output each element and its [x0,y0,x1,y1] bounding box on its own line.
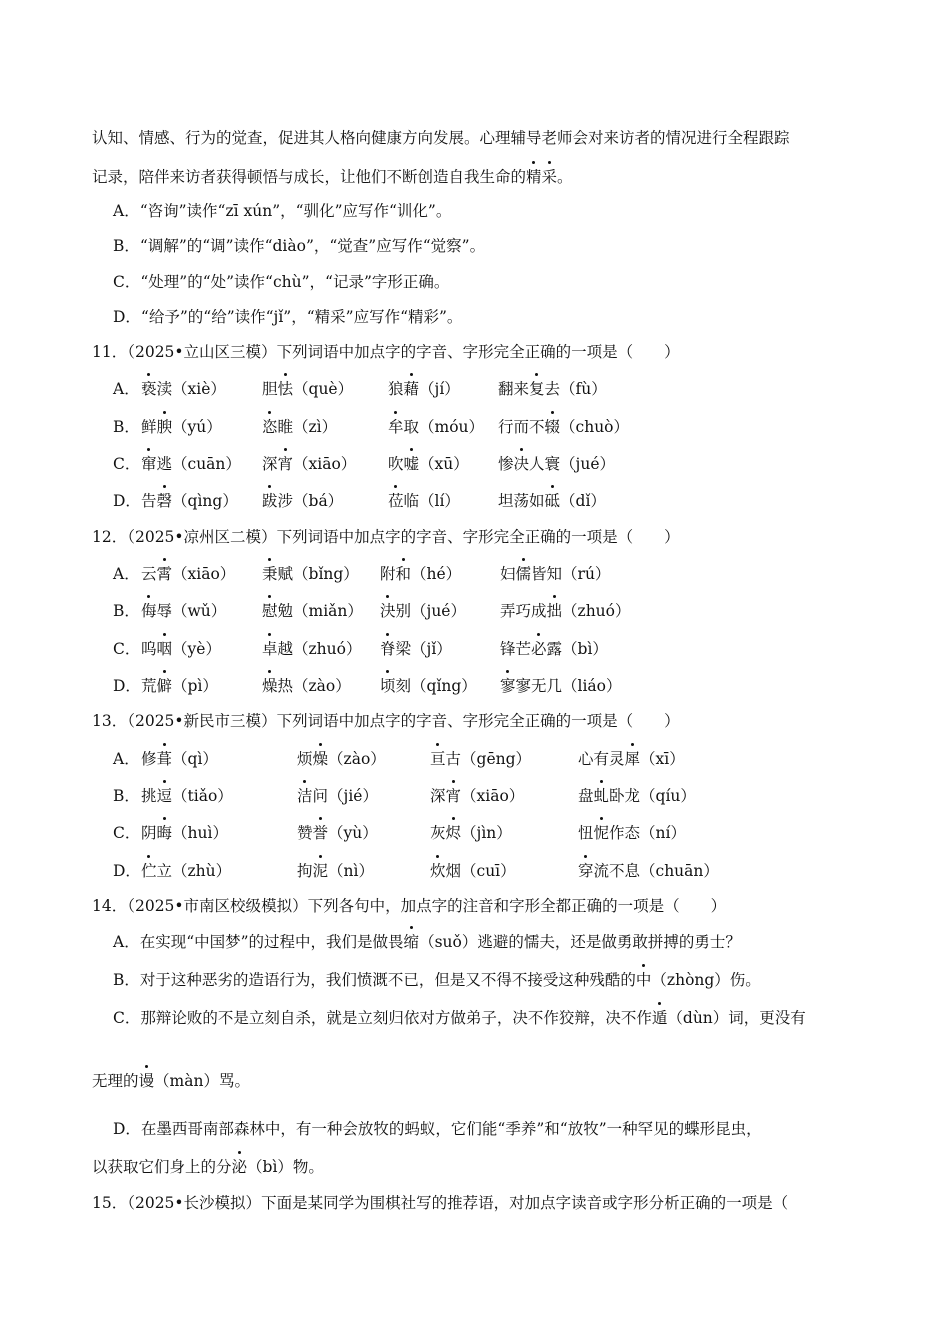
dotted-char: 拙 [546,602,563,620]
q12-word [262,676,351,696]
dotted-char: 儒 [515,565,532,583]
word-pinyin: （xū） [419,455,469,473]
option-text: A．“咨询”读作“zī xún”，“驯化”应写作“训化”。 [113,202,452,220]
word-pinyin: 取（móu） [403,418,485,436]
q10-option-a[interactable] [113,201,451,221]
dotted-char: 辍 [544,418,561,436]
q11-stem [92,342,680,362]
option-text: 无理的 [92,1072,139,1090]
q13-word [141,786,233,806]
option-text: （bì）物。 [247,1158,324,1176]
word-pinyin: 涉（bá） [277,492,344,510]
word-pinyin: （yú） [172,418,222,436]
option-text: B．“调解”的“调”读作“diào”，“觉查”应写作“觉察”。 [113,237,486,255]
q12-word [141,676,218,696]
q13-word [578,786,696,806]
dotted-char: 燥 [312,750,329,768]
q11-word [498,417,629,437]
dotted-char: 亘 [430,750,446,768]
dotted-char: 烬 [445,824,462,842]
dotted-char: 窜 [141,455,157,473]
word-pinyin: 别（jué） [395,602,466,620]
q12-word [262,639,361,659]
q11-word [498,491,606,511]
word-pinyin: （qì） [172,750,218,768]
word-pinyin: 立（zhù） [156,862,232,880]
q12-stem [92,527,680,547]
word-pinyin: 问（jié） [312,787,378,805]
word-text: 弄巧成 [500,602,547,620]
dotted-char: 秉 [262,565,278,583]
q12-word [500,601,631,621]
word-pinyin: 渎（xiè） [156,380,226,398]
word-text: 阴 [141,824,157,842]
word-text: 翻来 [498,380,530,398]
option-text: D．“给予”的“给”读作“jǐ”，“精采”应写作“精彩”。 [113,308,463,326]
dotted-char: 犀 [624,750,641,768]
word-pinyin: 人寰（jué） [529,455,615,473]
word-text: 烦 [297,750,313,768]
word-pinyin: （hé） [411,565,462,583]
word-text: 忸 [578,824,594,842]
word-text: 坦荡如 [498,492,545,510]
word-pinyin: （tiǎo） [172,787,233,805]
dotted-char: 侮 [141,602,157,620]
word-text: 灰 [430,824,446,842]
q10-option-d[interactable] [113,307,462,327]
q12-option-b[interactable]: B． [113,602,140,620]
word-pinyin: 露（bì） [546,640,608,658]
word-pinyin: （xiāo） [172,565,236,583]
q11-option-c[interactable]: C． [113,455,141,473]
intro-text-2: 记录，陪伴来访者获得顿悟与成长，让他们不断创造自我生命的 [92,168,527,186]
word-text: 行而不 [498,418,545,436]
word-pinyin: 流不息（chuān） [593,862,719,880]
dotted-char: 慰 [262,602,278,620]
q10-option-b[interactable] [113,236,485,256]
q11-word [141,454,241,474]
q13-word [297,786,378,806]
dotted-char: 中 [635,971,652,989]
q13-word [297,823,378,843]
word-pinyin: 寥无几（liáo） [515,677,622,695]
dotted-char: 嘘 [403,455,420,473]
word-text: 盘 [578,787,594,805]
q12-word [141,601,226,621]
word-text: 拘 [297,862,313,880]
dotted-char: 伫 [141,862,157,880]
q11-word [141,491,238,511]
dotted-char: 亵 [141,380,157,398]
q14-option-c-cont [92,1071,250,1091]
word-pinyin: 辱（wǔ） [156,602,227,620]
q13-word [297,749,386,769]
q12-word [141,639,221,659]
word-text: 呜 [141,640,157,658]
q14-stem [92,896,726,916]
word-pinyin: （yù） [328,824,378,842]
intro-text-2-end: 。 [557,168,573,186]
word-text: 赞 [297,824,313,842]
dotted-char: 咽 [156,640,173,658]
dotted-char: 采 [541,168,558,186]
word-pinyin: 作态（ní） [609,824,686,842]
dotted-char: 晦 [156,824,173,842]
word-pinyin: （xī） [640,750,685,768]
q13-word [578,861,719,881]
q12-word [500,639,608,659]
word-text: 告 [141,492,157,510]
dotted-char: 复 [529,380,545,398]
intro-line-1 [92,128,790,148]
dotted-char: 牟 [388,418,404,436]
q13-word [578,749,685,769]
q14-option-a[interactable] [113,932,741,952]
word-text: 吹 [388,455,404,473]
q13-option-b[interactable]: B． [113,787,140,805]
q12-word [500,564,610,584]
q13-option-a[interactable]: A． [113,750,140,768]
q12-word [380,639,452,659]
q11-word [262,379,353,399]
option-text: C．“处理”的“处”读作“chù”，“记录”字形正确。 [113,273,450,291]
word-text: 附 [380,565,396,583]
q12-word [262,564,359,584]
word-pinyin: 古（gēng） [445,750,532,768]
dotted-char: 怯 [277,380,294,398]
dotted-char: 霄 [156,565,173,583]
q11-word [262,417,337,437]
word-pinyin: 烟（cuī） [445,862,516,880]
dotted-char: 泌 [231,1158,248,1176]
word-pinyin: （dǐ） [560,492,606,510]
q13-word [578,823,686,843]
q14-option-c[interactable] [113,1008,806,1028]
q14-option-b[interactable] [113,970,761,990]
dotted-char: 葺 [156,750,173,768]
dotted-char: 逗 [156,787,173,805]
dotted-char: 必 [531,640,547,658]
word-pinyin: 赋（bǐng） [277,565,359,583]
q13-option-c[interactable]: C． [113,824,141,842]
word-pinyin: （chuò） [560,418,630,436]
dotted-char: 和 [395,565,412,583]
dotted-char: 宵 [445,787,462,805]
q11-word [141,379,226,399]
q14-option-d-cont [92,1157,324,1177]
word-pinyin: （jí） [419,380,460,398]
dotted-char: 砥 [544,492,561,510]
word-pinyin: 临（lí） [403,492,460,510]
dotted-char: 遁 [651,1009,668,1027]
word-pinyin: 勉（miǎn） [277,602,363,620]
word-text: 狼 [388,380,404,398]
q11-option-a[interactable]: A． [113,380,140,398]
q13-word [297,861,374,881]
option-text: 以获取它们身上的分 [92,1158,232,1176]
q13-option-d[interactable]: D． [113,862,141,880]
q15-stem [92,1193,788,1213]
dotted-char: 宵 [277,455,294,473]
dotted-char: 莅 [388,492,404,510]
q11-word [388,417,484,437]
q11-word [141,417,222,437]
q11-word [388,491,460,511]
word-text: 妇 [500,565,516,583]
word-text: 跋 [262,492,278,510]
dotted-char: 藉 [403,380,420,398]
word-pinyin: 梁（jǐ） [395,640,452,658]
q12-word [141,564,235,584]
q11-word [262,454,356,474]
word-pinyin: 卧龙（qíu） [609,787,696,805]
option-text: （suǒ）逃避的懦夫，还是做勇敢拼搏的勇士？ [419,933,741,951]
dotted-char: 卓 [262,640,278,658]
dotted-char: 腴 [156,418,173,436]
dotted-char: 脊 [380,640,396,658]
q12-word [380,564,461,584]
q12-word [262,601,363,621]
word-pinyin: （què） [293,380,354,398]
question-stem: 15．（2025•长沙模拟）下面是某同学为围棋社写的推荐语，对加点字读音或字形分析正确的一项是（ [92,1194,789,1212]
word-text: 心有灵 [578,750,625,768]
q11-word [388,454,469,474]
dotted-char: 谩 [138,1072,155,1090]
word-pinyin: （jìn） [461,824,512,842]
word-pinyin: 刻（qǐng） [395,677,477,695]
word-pinyin: （zhuó） [562,602,631,620]
q13-stem [92,711,680,731]
word-pinyin: （qìng） [172,492,238,510]
q13-word [430,823,512,843]
dotted-char: 僻 [156,677,173,695]
word-text: 挑 [141,787,157,805]
word-pinyin: 睢（zì） [277,418,338,436]
word-pinyin: 皆知（rú） [531,565,611,583]
dotted-char: 恣 [262,418,278,436]
option-text: C．那辩论败的不是立刻自杀，就是立刻归依对方做弟子，决不作狡辩，决不作 [113,1009,652,1027]
word-pinyin: （yè） [172,640,221,658]
q11-word [498,454,615,474]
question-stem: 14．（2025•市南区校级模拟）下列各句中，加点字的注音和字形全都正确的一项是（ ） [92,897,727,915]
q12-option-c[interactable]: C． [113,640,141,658]
word-text: 深 [430,787,446,805]
word-text: 修 [141,750,157,768]
word-pinyin: （huì） [172,824,228,842]
word-pinyin: （xiāo） [461,787,525,805]
option-text: D．在墨西哥南部森林中，有一种会放牧的蚂蚁，它们能“季养”和“放牧”一种罕见的蝶形昆虫， [113,1120,762,1138]
q13-word [141,823,228,843]
question-stem: 12．（2025•凉州区二模）下列词语中加点字的字音、字形完全正确的一项是（ ） [92,528,680,546]
q13-word [430,786,524,806]
q13-word [430,749,531,769]
word-text: 锋芒 [500,640,532,658]
dotted-char: 穿 [578,862,594,880]
q11-option-d[interactable]: D． [113,492,141,510]
q12-word [500,676,622,696]
word-pinyin: 越（zhuó） [277,640,362,658]
word-text: 云 [141,565,157,583]
word-text: 深 [262,455,278,473]
word-pinyin: 去（fù） [544,380,607,398]
question-stem: 11．（2025•立山区三模）下列词语中加点字的字音、字形完全正确的一项是（ ） [92,343,680,361]
dotted-char: 顷 [380,677,396,695]
word-text: 胆 [262,380,278,398]
q12-word [380,601,466,621]
dotted-char: 燥 [262,677,278,695]
word-text: 荒 [141,677,157,695]
q11-option-b[interactable]: B． [113,418,140,436]
dotted-char: 泥 [312,862,329,880]
dotted-char: 精 [526,168,542,186]
word-pinyin: （nì） [328,862,374,880]
q13-word [141,861,231,881]
word-pinyin: （zào） [328,750,386,768]
word-pinyin: （xiāo） [293,455,357,473]
intro-line-2 [92,167,573,187]
dotted-char: 決 [380,602,396,620]
q10-option-c[interactable] [113,272,449,292]
option-text: B．对于这种恶劣的造语行为，我们愤溉不已，但是又不得不接受这种残酷的 [113,971,636,989]
question-stem: 13．（2025•新民市三模）下列词语中加点字的字音、字形完全正确的一项是（ ） [92,712,680,730]
option-text: （zhòng）伤。 [651,971,761,989]
option-text: A．在实现“中国梦”的过程中，我们是做畏 [113,933,404,951]
dotted-char: 决 [513,455,530,473]
q11-word [262,491,343,511]
intro-text-1: 认知、情感、行为的觉查，促进其人格向健康方向发展。心理辅导老师会对来访者的情况进行全程跟踪 [92,129,790,147]
word-pinyin: （pì） [172,677,218,695]
q12-word [380,676,477,696]
q11-word [498,379,607,399]
dotted-char: 缩 [403,933,420,951]
dotted-char: 寥 [500,677,516,695]
dotted-char: 虬 [593,787,610,805]
option-text: （màn）骂。 [154,1072,250,1090]
dotted-char: 磬 [156,492,173,510]
dotted-char: 誉 [312,824,329,842]
word-pinyin: 热（zào） [277,677,351,695]
word-pinyin: 逃（cuān） [156,455,241,473]
word-text: 惨 [498,455,514,473]
q12-option-a[interactable]: A． [113,565,140,583]
q14-option-d[interactable] [113,1119,762,1139]
q13-word [141,749,218,769]
q11-word [388,379,460,399]
dotted-char: 炊 [430,862,446,880]
dotted-char: 怩 [593,824,610,842]
word-text: 鲜 [141,418,157,436]
option-text: （dùn）词，更没有 [667,1009,806,1027]
dotted-char: 洁 [297,787,313,805]
q12-option-d[interactable]: D． [113,677,141,695]
q13-word [430,861,516,881]
